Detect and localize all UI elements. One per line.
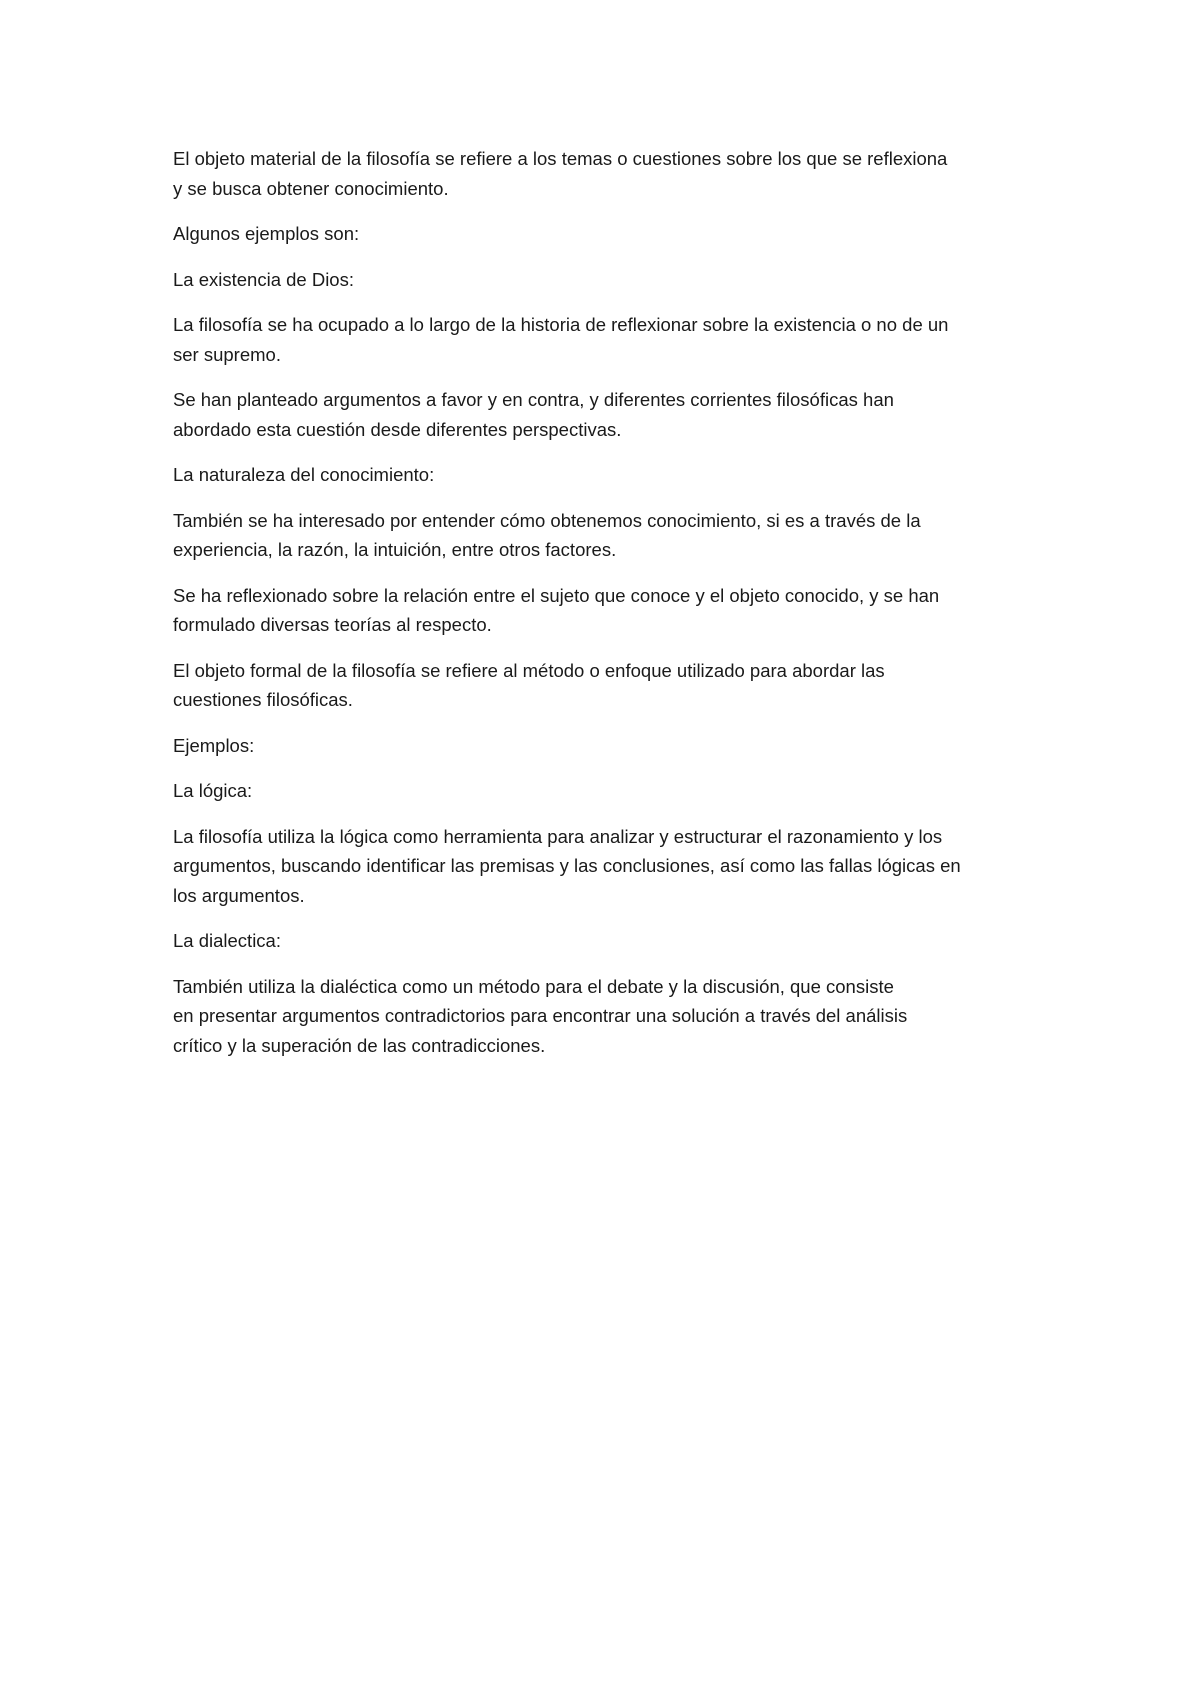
- paragraph-logica: La filosofía utiliza la lógica como herramienta para analizar y estructurar el razonamiento y los argumentos, buscando identificar las premisas y las conclusiones, así como las fallas lógicas en los argumentos.: [173, 825, 961, 906]
- heading-existencia-dios: La existencia de Dios:: [173, 268, 354, 290]
- paragraph-dialectica: También utiliza la dialéctica como un método para el debate y la discusión, que consiste en presentar argumentos contradictorios para encontrar una solución a través del análisis crítico y la superación de las contradicciones.: [173, 975, 908, 1056]
- paragraph-obtener-conocimiento: También se ha interesado por entender cómo obtenemos conocimiento, si es a través de la experiencia, la razón, la intuición, entre otros factores.: [173, 509, 921, 560]
- paragraph-ejemplos-intro: Algunos ejemplos son:: [173, 223, 360, 244]
- paragraph-objeto-material: El objeto material de la filosofía se refiere a los temas o cuestiones sobre los que se reflexiona y se busca obtener conocimiento.: [173, 148, 948, 199]
- heading-naturaleza-conocimiento: La naturaleza del conocimiento:: [173, 464, 435, 485]
- heading-dialectica: La dialectica:: [173, 930, 281, 951]
- paragraph-argumentos: Se han planteado argumentos a favor y en contra, y diferentes corrientes filosóficas han abordado esta cuestión desde diferentes perspectivas.: [173, 389, 894, 440]
- paragraph-sujeto-objeto: Se ha reflexionado sobre la relación entre el sujeto que conoce y el objeto conocido, y se han formulado diversas teorías al respecto.: [173, 584, 940, 635]
- paragraph-existencia-dios: La filosofía se ha ocupado a lo largo de la historia de reflexionar sobre la existencia o no de un ser supremo.: [173, 314, 949, 365]
- paragraph-ejemplos-label: Ejemplos:: [173, 734, 255, 756]
- heading-logica: La lógica:: [173, 780, 253, 801]
- paragraph-objeto-formal: El objeto formal de la filosofía se refiere al método o enfoque utilizado para abordar las cuestiones filosóficas.: [173, 659, 885, 710]
- document-body: [173, 144, 1043, 1076]
